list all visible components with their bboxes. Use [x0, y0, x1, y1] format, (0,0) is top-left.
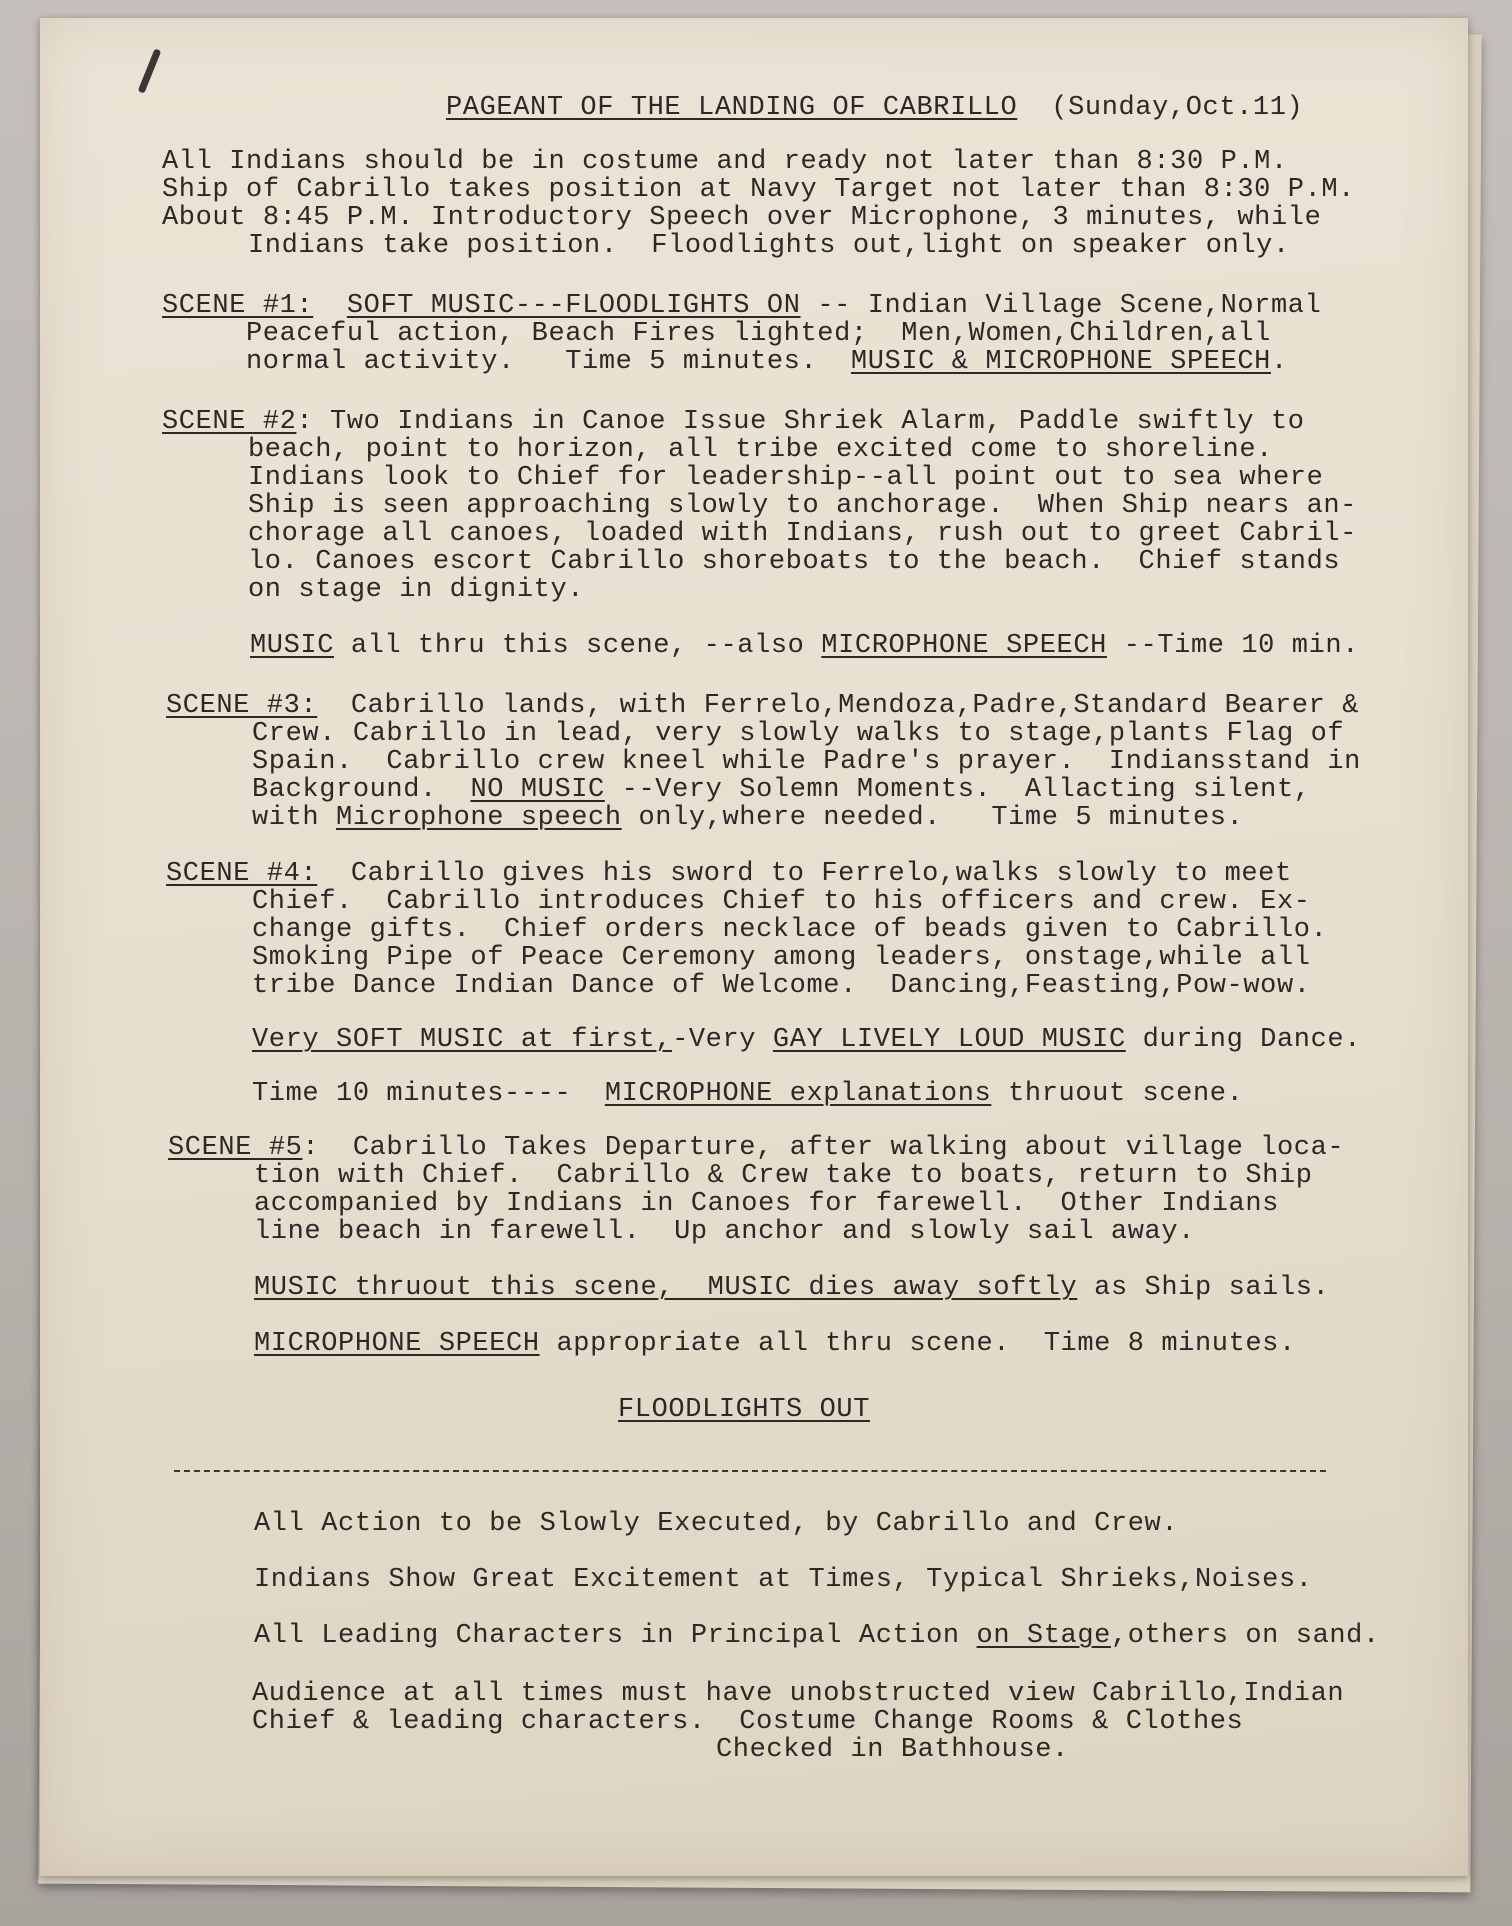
scene1-label: SCENE #1: [162, 291, 314, 321]
scene4-time-line [252, 1080, 1243, 1108]
floodlights-out-text: FLOODLIGHTS OUT [618, 1395, 871, 1425]
scene1-line [162, 292, 1321, 320]
scene4-line: change gifts. Chief orders necklace of beads given to Cabrillo. [252, 915, 1328, 945]
scene4-line: Chief. Cabrillo introduces Chief to his officers and crew. Ex- [252, 887, 1311, 917]
scene4-soft-music: Very SOFT MUSIC at first, [252, 1025, 673, 1055]
scene2-text: all thru this scene, --also [334, 631, 822, 661]
scene3-text: Cabrillo lands, with Ferrelo,Mendoza,Padre,Standard Bearer & [317, 691, 1359, 721]
scene3-no-music: NO MUSIC [470, 775, 605, 805]
scene2-text: --Time 10 min. [1106, 631, 1359, 661]
scene4-music-line [252, 1026, 1361, 1054]
scene5-line [168, 1134, 1344, 1162]
scene4-loud-music: GAY LIVELY LOUD MUSIC [772, 1025, 1126, 1055]
intro-line: About 8:45 P.M. Introductory Speech over Microphone, 3 minutes, while [162, 203, 1322, 233]
scene4-label: SCENE #4: [166, 859, 318, 889]
title-date: (Sunday,Oct.11) [1051, 93, 1304, 123]
intro-line: Ship of Cabrillo takes position at Navy Target not later than 8:30 P.M. [162, 175, 1355, 205]
scene5-speech-line [254, 1330, 1296, 1358]
scene1-music-cue: MUSIC & MICROPHONE SPEECH [850, 347, 1271, 377]
note-line: All Action to be Slowly Executed, by Cabrillo and Crew. [254, 1509, 1179, 1539]
scene3-text: Background. [252, 775, 471, 805]
scene3-line: Crew. Cabrillo in lead, very slowly walks to stage,plants Flag of [252, 719, 1345, 749]
scene2-text: : Two Indians in Canoe Issue Shriek Alarm, Paddle swiftly to [296, 407, 1305, 437]
scene2-line: on stage in dignity. [248, 575, 585, 605]
scene3-line [252, 804, 1243, 832]
scene3-label: SCENE #3: [166, 691, 318, 721]
intro-line: All Indians should be in costume and ready not later than 8:30 P.M. [162, 147, 1288, 177]
scene4-line [166, 860, 1292, 888]
scene5-text: as Ship sails. [1077, 1273, 1330, 1303]
scene5-text: appropriate all thru scene. Time 8 minutes. [539, 1329, 1296, 1359]
scene1-text: . [1270, 347, 1288, 377]
scene2-label: SCENE #2 [162, 407, 297, 437]
scene1-text: -- Indian Village Scene,Normal [800, 291, 1322, 321]
scene5-text: : Cabrillo Takes Departure, after walking about village loca- [302, 1133, 1345, 1163]
page-title [446, 94, 1303, 122]
scene3-text: with [252, 803, 337, 833]
scene2-speech: MICROPHONE SPEECH [821, 631, 1107, 661]
note-line: Audience at all times must have unobstructed view Cabrillo,Indian [252, 1679, 1345, 1709]
scene3-line [252, 776, 1311, 804]
title-text: PAGEANT OF THE LANDING OF CABRILLO [446, 93, 1018, 123]
scene2-line: beach, point to horizon, all tribe excited come to shoreline. [248, 435, 1273, 465]
scene5-speech: MICROPHONE SPEECH [254, 1329, 540, 1359]
scene2-music: MUSIC [250, 631, 335, 661]
intro-line: Indians take position. Floodlights out,light on speaker only. [248, 231, 1290, 261]
note-line: Chief & leading characters. Costume Change Rooms & Clothes [252, 1707, 1244, 1737]
scene4-text: Time 10 minutes---- [252, 1079, 605, 1109]
scene3-line: Spain. Cabrillo crew kneel while Padre's prayer. Indiansstand in [252, 747, 1361, 777]
scene4-explanations: MICROPHONE explanations [604, 1079, 992, 1109]
scene5-line: tion with Chief. Cabrillo & Crew take to boats, return to Ship [254, 1161, 1313, 1191]
scene5-label: SCENE #5 [168, 1133, 303, 1163]
scene5-line: line beach in farewell. Up anchor and slowly sail away. [254, 1217, 1195, 1247]
scene4-text: Cabrillo gives his sword to Ferrelo,walks slowly to meet [317, 859, 1292, 889]
scene3-text: --Very Solemn Moments. Allacting silent, [604, 775, 1311, 805]
note-line [254, 1622, 1380, 1650]
note-text: ,others on sand. [1110, 1621, 1380, 1651]
scene1-text: normal activity. Time 5 minutes. [246, 347, 851, 377]
scene3-speech: Microphone speech [336, 803, 622, 833]
scene2-line: Indians look to Chief for leadership--all point out to sea where [248, 463, 1324, 493]
note-on-stage: on Stage [976, 1621, 1111, 1651]
scene2-line [162, 408, 1305, 436]
scene5-music-line [254, 1274, 1329, 1302]
scene4-line: tribe Dance Indian Dance of Welcome. Dancing,Feasting,Pow-wow. [252, 971, 1311, 1001]
floodlights-out-heading [618, 1396, 870, 1424]
scene4-text: -Very [672, 1025, 773, 1055]
scene2-music-line [250, 632, 1359, 660]
note-line: Indians Show Great Excitement at Times, Typical Shrieks,Noises. [254, 1565, 1313, 1595]
scene1-line: Peaceful action, Beach Fires lighted; Men,Women,Children,all [246, 319, 1271, 349]
scene1-line [246, 348, 1288, 376]
scene1-cue: SOFT MUSIC---FLOODLIGHTS ON [346, 291, 801, 321]
dashed-divider [174, 1470, 1326, 1472]
scene4-line: Smoking Pipe of Peace Ceremony among leaders, onstage,while all [252, 943, 1311, 973]
scene5-line: accompanied by Indians in Canoes for farewell. Other Indians [254, 1189, 1279, 1219]
scene3-text: only,where needed. Time 5 minutes. [621, 803, 1244, 833]
scene2-line: chorage all canoes, loaded with Indians, rush out to greet Cabril- [248, 519, 1357, 549]
scene2-line: Ship is seen approaching slowly to anchorage. When Ship nears an- [248, 491, 1357, 521]
scene5-music: MUSIC thruout this scene, MUSIC dies away softly [254, 1273, 1078, 1303]
scene3-line [166, 692, 1359, 720]
note-line: Checked in Bathhouse. [716, 1735, 1069, 1765]
scene4-text: thruout scene. [991, 1079, 1244, 1109]
note-text: All Leading Characters in Principal Action [254, 1621, 977, 1651]
scene2-line: lo. Canoes escort Cabrillo shoreboats to the beach. Chief stands [248, 547, 1341, 577]
scene4-text: during Dance. [1125, 1025, 1362, 1055]
